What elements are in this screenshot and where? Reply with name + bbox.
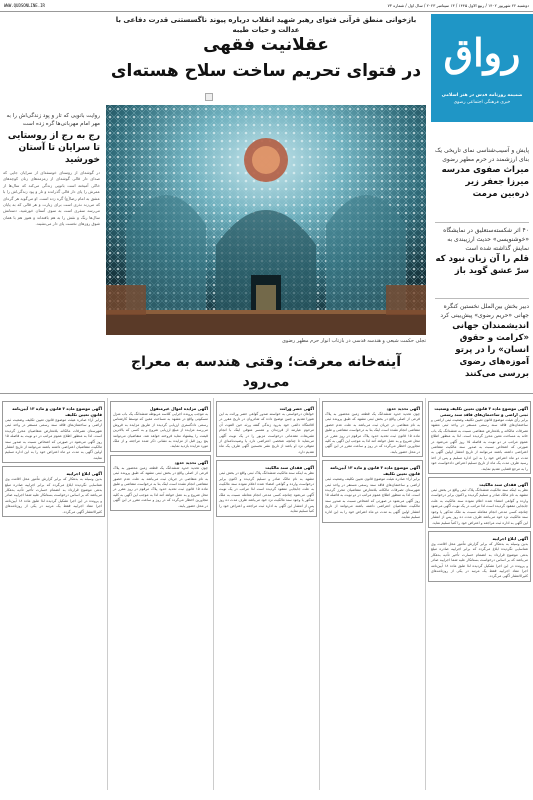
left-kicker: روایت بانویی که تار و پود زندگی‌اش را به مهر امام مهربانی‌ها گره زده است — [6, 113, 100, 127]
notice-title: آگهی فقدان سند مالکیت — [479, 482, 528, 488]
notice-title: آگهی تحدید حدود — [386, 406, 420, 411]
right-story-3[interactable] — [435, 302, 529, 380]
right-column — [431, 14, 533, 389]
notice-box — [110, 455, 211, 511]
mirror-hall-image — [106, 105, 426, 335]
notice-column-1 — [425, 398, 533, 790]
notice-text: برابر آراء صادره هیئت موضوع قانون تعیین تکلیف وضعیت ثبتی اراضی و ساختمان‌های فاقد سند رسمی مستقر در واحد ثبتی شهرستان تصرفات مالکانه بلامعارض متقاضیان محرز گردیده است. لذا به منظور اطلاع عموم مراتب در دو نوبت به فاصله ۱۵ روز آگهی می‌شود در صورتی که اشخاص نسبت به صدور سند مالکیت متقاضیان اعتراضی داشته باشند می‌توانند از تاریخ انتشار اولین آگهی به مدت دو ماه اعتراض خود را به این اداره تسلیم نمایند. — [5, 418, 102, 460]
right-story-1[interactable] — [435, 146, 529, 200]
notice-title: آگهی موضوع ماده ۳ قانون و ماده ۱۳ آیین‌نامه قانون تعیین تکلیف — [330, 465, 420, 477]
notice-column-4 — [107, 398, 213, 790]
notice-text: چون تحدید حدود ششدانگ یک قطعه زمین محصور به پلاک فرعی از اصلی واقع در بخش ثبتی مشهد که طبق پرونده ثبتی به نام متقاضی در جریان ثبت می‌باشد به علت عدم حضور متقاضی انجام نشده است اینک بنا به درخواست متقاضی و طبق ماده ۱۵ قانون ثبت تحدید حدود پلاک مرقوم در روز مقرر در محل شروع و به عمل خواهد آمد لذا به موجب این آگهی به کلیه مجاورین اخطار می‌گردد که در روز و ساعت مقرر در این آگهی در محل حضور یابند. — [325, 412, 420, 454]
story-headline: اندیشمندان جهانی «کرامت و حقوق انسان» را در پرتو آموزه‌های رضوی بررسی می‌کنند — [452, 321, 529, 379]
divider — [435, 298, 529, 299]
masthead-bar — [0, 0, 533, 12]
notice-title: آگهی فقدان سند مالکیت — [265, 465, 314, 471]
left-body-text: در گوشه‌ای از روستای خوسفه‌ای از سرایان جایی که صدای دار قالی گوشه‌ای از زمزمه‌های زنان کوچه‌های خاکی آمیخته است بانویی زندگی می‌کند که سال‌ها از عمرش را پای دار قالی گذرانده و تار و پود زندگی‌اش را با عشق به امام رضا(ع) گره زده است. او می‌گوید هر گره‌ای که می‌زند نذری است برای زیارت و هر قالی که به پایان می‌رسد سفری است به سوی آستان خورشید. دستانش سال‌ها رنگ و نقش را به هم بافته‌اند و هنوز هم با همان شوق روزهای نخست پای دار می‌نشیند. — [3, 170, 100, 227]
notice-text: خواهان درخواستی به خواسته صدور گواهی حصر وراثت به این شورا تقدیم و چنین توضیح داده که شادروان در تاریخ مقرر در اقامتگاه دائمی خود بدرود زندگی گفته ورثه حین الفوت آن مرحوم عبارتند از فرزندان و همسر متوفی اینک با انجام تشریفات مقدماتی درخواست مزبور را در یک نوبت آگهی می‌نماید تا چنانچه شخصی اعتراضی دارد یا وصیت‌نامه‌ای از متوفی نزد او باشد از تاریخ نشر نخستین آگهی ظرف یک ماه تقدیم دارد. — [219, 412, 314, 454]
legal-notices-section — [0, 393, 533, 793]
notice-box — [110, 401, 211, 452]
notice-title: آگهی موضوع ماده ۳ قانون و ماده ۱۳ آیین‌نامه قانون تعیین تکلیف — [12, 406, 102, 417]
notice-title: آگهی مزایده اموال غیرمنقول — [149, 406, 208, 411]
notice-title: آگهی ابلاغ اجراییه — [66, 471, 102, 477]
notice-text: بدین وسیله به بدهکار که برابر گزارش مأمور محل اقامت وی شناسایی نگردیده ابلاغ می‌گردد که برابر اجراییه صادره مبلغ بدهی موضوع قرارداد به انضمام خسارت تأخیر تأدیه بدهکار می‌باشد که بر اساس درخواست بستانکار علیه شما اجراییه صادر و پرونده در این اجرا تشکیل گردیده لذا طبق ماده ۱۸ آیین‌نامه اجرا مفاد اجراییه فقط یک مرتبه در یکی از روزنامه‌های کثیرالانتشار آگهی می‌گردد. — [431, 541, 528, 579]
notice-text: بدین وسیله به بدهکار که برابر گزارش مأمور محل اقامت وی شناسایی نگردیده ابلاغ می‌گردد که برابر اجراییه صادره مبلغ بدهی موضوع قرارداد به انضمام خسارت تأخیر تأدیه بدهکار می‌باشد که بر اساس درخواست بستانکار علیه شما اجراییه صادر و پرونده در این اجرا تشکیل گردیده لذا طبق ماده ۱۸ آیین‌نامه اجرا مفاد اجراییه فقط یک مرتبه در یکی از روزنامه‌های کثیرالانتشار آگهی می‌گردد. — [5, 477, 102, 514]
story-kicker: پایش و آسیب‌شناسی نمای تاریخی یک بنای ارزشمند در حرم مطهر رضوی — [435, 147, 529, 163]
divider — [435, 222, 529, 223]
notice-box — [216, 401, 317, 457]
notice-text: به موجب پرونده اجرایی کلاسه مربوطه ششدانگ یک باب منزل مسکونی واقع در مشهد به مساحت معین که توسط کارشناس رسمی دادگستری ارزیابی گردیده از طریق مزایده به فروش می‌رسد مزایده از مبلغ ارزیابی شروع و به کسی که بالاترین قیمت را پیشنهاد نماید فروخته خواهد شد. متقاضیان می‌توانند پنج روز قبل از مزایده به نشانی ذکر شده مراجعه و از ملک مورد مزایده بازدید نمایند. — [113, 412, 208, 449]
story-kicker: دبیر بخش بین‌الملل نخستین کنگره جهانی «حریم رضوی» پیش‌بینی کرد — [440, 303, 529, 319]
notice-box — [322, 460, 423, 522]
notice-title: آگهی تحدید حدود — [174, 459, 208, 465]
main-headline-line-2[interactable]: در فتوای تحریم ساخت سلاح هسته‌ای — [110, 61, 422, 81]
notice-text: چون تحدید حدود ششدانگ یک قطعه زمین محصور به پلاک فرعی از اصلی واقع در بخش ثبتی مشهد که طبق پرونده ثبتی به نام متقاضی در جریان ثبت می‌باشد به علت عدم حضور متقاضی انجام نشده است اینک بنا به درخواست متقاضی و طبق ماده ۱۵ قانون ثبت تحدید حدود پلاک مرقوم در روز مقرر در محل شروع و به عمل خواهد آمد لذا به موجب این آگهی به کلیه مجاورین اخطار می‌گردد که در روز و ساعت مقرر در این آگهی در محل حضور یابند. — [113, 465, 208, 508]
notice-box — [428, 531, 531, 582]
photo-caption: تجلی حکمت شیعی و هندسه قدسی در بازتاب انوار حرم مطهر رضوی — [282, 338, 426, 344]
site-url[interactable]: WWW.QUDSONLINE.IR — [4, 3, 45, 8]
notice-text: نظر به اینکه سند مالکیت ششدانگ پلاک ثبتی واقع در بخش ثبتی مشهد به نام مالک صادر و تسلیم گردیده و اکنون برابر درخواست وارده و گواهی امضاء شده اعلام نموده سند مالکیت به علت جابجایی مفقود گردیده است لذا مراتب در یک نوبت آگهی می‌شود چنانچه کسی مدعی انجام معامله نسبت به ملک مذکور یا وجود سند مالکیت نزد خود می‌باشد ظرف مدت ده روز پس از انتشار این آگهی به اداره ثبت مراجعه و اعتراض خود را کتباً تسلیم نماید. — [431, 488, 528, 525]
notice-box — [216, 460, 317, 516]
newspaper-logo — [431, 14, 533, 122]
notice-text: برابر آراء صادره هیئت موضوع قانون تعیین تکلیف وضعیت ثبتی اراضی و ساختمان‌های فاقد سند رسمی مستقر در واحد ثبتی شهرستان تصرفات مالکانه بلامعارض متقاضیان محرز گردیده است. لذا به منظور اطلاع عموم مراتب در دو نوبت به فاصله ۱۵ روز آگهی می‌شود در صورتی که اشخاص نسبت به صدور سند مالکیت متقاضیان اعتراضی داشته باشند می‌توانند از تاریخ انتشار اولین آگهی به مدت دو ماه اعتراض خود را به این اداره تسلیم نمایند. — [325, 477, 420, 520]
notice-box — [428, 401, 531, 474]
notice-column-3 — [213, 398, 319, 790]
story-kicker: ۴۰ اثر شکسته‌ستعلیق در نمایشگاه «خوشنویسی» حدیث ارزیبندی به نمایش گذاشته شده است — [443, 227, 529, 252]
page-ref-icon — [205, 93, 213, 101]
notice-text: برابر رأی هیئت موضوع قانون تعیین تکلیف وضعیت ثبتی اراضی و ساختمان‌های فاقد سند رسمی مستقر در واحد ثبتی مشهد تصرفات مالکانه و بلامعارض متقاضی نسبت به ششدانگ یک باب خانه به مساحت معین محرز گردیده است. لذا به منظور اطلاع عموم مراتب در دو نوبت به فاصله ۱۵ روز آگهی می‌شود در صورتی که اشخاص نسبت به صدور سند مالکیت متقاضی اعتراضی داشته باشند می‌توانند از تاریخ انتشار اولین آگهی به مدت دو ماه اعتراض خود را به این اداره تسلیم و پس از اخذ رسید ظرف مدت یک ماه از تاریخ تسلیم اعتراض دادخواست خود را به مرجع قضایی تقدیم نمایند. — [431, 418, 528, 471]
left-headline[interactable]: رج به رج از روستایی تا سرایان تا آستان خورشید — [7, 131, 100, 165]
notice-box — [2, 401, 105, 463]
notice-text: نظر به اینکه سند مالکیت ششدانگ پلاک ثبتی واقع در بخش ثبتی مشهد به نام مالک صادر و تسلیم گردیده و اکنون برابر درخواست وارده و گواهی امضاء شده اعلام نموده سند مالکیت به علت جابجایی مفقود گردیده است لذا مراتب در یک نوبت آگهی می‌شود چنانچه کسی مدعی انجام معامله نسبت به ملک مذکور یا وجود سند مالکیت نزد خود می‌باشد ظرف مدت ده روز پس از انتشار این آگهی به اداره ثبت مراجعه و اعتراض خود را کتباً تسلیم نماید. — [219, 471, 314, 514]
logo-mark: رواق — [443, 30, 521, 75]
notice-column-5 — [0, 398, 107, 790]
notice-box — [428, 477, 531, 528]
supra-headline: بازخوانی منطق قرآنی فتوای رهبر شهید انقلاب درباره پیوند ناگسستنی قدرت دفاعی با عدالت و حیات طیبه — [115, 16, 417, 34]
story-headline: میراث صفوی مدرسه میرزا جعفر زیر ذره‌بین مرمت — [441, 165, 529, 199]
left-column — [0, 112, 103, 390]
notice-title: آگهی ابلاغ اجراییه — [492, 535, 528, 541]
logo-tagline-secondary: خبری فرهنگی اجتماعی رضوی — [453, 100, 511, 105]
story-headline: قلم را آن زبان نبود که سرّ عشق گوید باز — [435, 254, 529, 276]
notice-title: آگهی موضوع ماده ۳ قانون تعیین تکلیف وضعیت ثبتی اراضی و ساختمان‌های فاقد سند رسمی — [434, 406, 528, 417]
notice-column-2 — [319, 398, 425, 790]
notice-title: آگهی حصر وراثت — [279, 406, 314, 411]
main-headline-line-1[interactable]: عقلانیت فقهی — [203, 35, 329, 55]
shrine-dome-photo[interactable] — [106, 105, 426, 335]
secondary-headline[interactable]: آینه‌خانه معرفت؛ وقتی هندسه به معراج می‌رود — [130, 354, 402, 390]
logo-tagline: ضمیمه روزنامه قدس در هنر اسلامی — [441, 93, 523, 98]
right-story-2[interactable] — [435, 226, 529, 277]
notice-box — [2, 466, 105, 517]
issue-date: دوشنبه ۲۲ شهریور ۱۴۰۲ / ربیع الاول ۱۴۴۵ / ۱۳ سپتامبر ۲۰۲۳ / سال اول / شماره ۷۳ — [387, 3, 529, 8]
notice-box — [322, 401, 423, 457]
